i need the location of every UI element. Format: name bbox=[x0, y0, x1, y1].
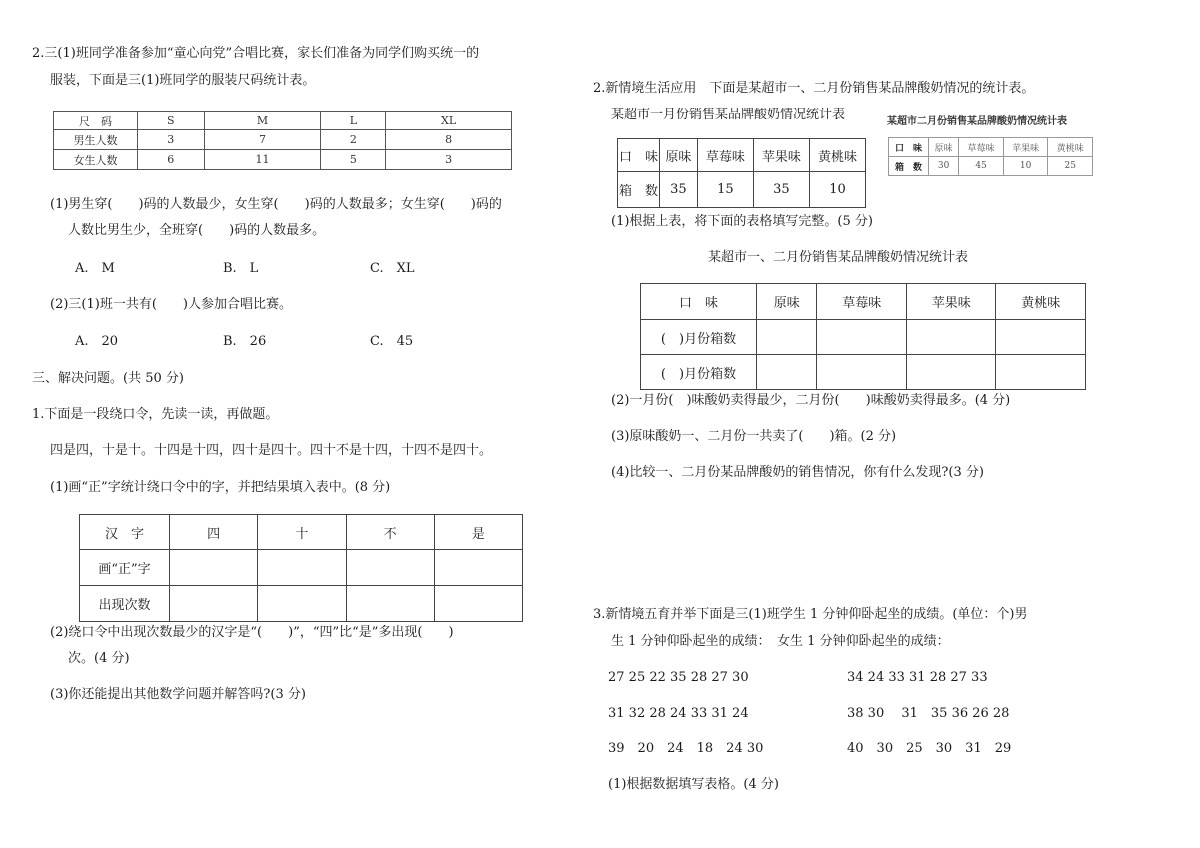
jan-table-caption: 某超市一月份销售某品牌酸奶情况统计表 bbox=[611, 108, 846, 121]
blank-cell[interactable] bbox=[906, 355, 996, 390]
blank-cell[interactable] bbox=[996, 355, 1086, 390]
q2-part2-option-b: B. 26 bbox=[223, 334, 267, 349]
table-row bbox=[54, 150, 512, 170]
blank-cell[interactable] bbox=[434, 586, 522, 622]
table-row bbox=[54, 130, 512, 150]
jan-header-cell: 苹果味 bbox=[753, 139, 809, 172]
q2-part2-option-a: A. 20 bbox=[75, 334, 119, 349]
feb-table-header bbox=[889, 138, 1093, 157]
row-label: 画“正”字 bbox=[80, 550, 170, 586]
boys-scores-row: 27 25 22 35 28 27 30 bbox=[608, 670, 749, 685]
boys-scores-row: 31 32 28 24 33 31 24 bbox=[608, 706, 749, 721]
blank-cell[interactable] bbox=[817, 320, 907, 355]
combined-table-caption: 某超市一、二月份销售某品牌酸奶情况统计表 bbox=[708, 250, 969, 265]
jan-header-cell: 黄桃味 bbox=[809, 139, 865, 172]
q3-part1: (1)根据数据填写表格。(4 分) bbox=[608, 777, 779, 792]
girls-scores-row: 40 30 25 30 31 29 bbox=[847, 741, 1012, 756]
table-cell: 6 bbox=[138, 150, 205, 170]
char-table-header-cell: 四 bbox=[170, 515, 258, 550]
right-q2-part3: (3)原味酸奶一、二月份一共卖了( )箱。(2 分) bbox=[611, 429, 897, 444]
section-heading: 三、解决问题。(共 50 分) bbox=[32, 371, 184, 386]
size-table-header-cell: L bbox=[321, 112, 386, 130]
table-cell: 35 bbox=[753, 172, 809, 208]
row-label: ( )月份箱数 bbox=[641, 355, 757, 390]
table-row bbox=[80, 550, 523, 586]
tongue-twister: 四是四，十是十。十四是十四，四十是四十。四十不是十四，十四不是四十。 bbox=[50, 443, 493, 458]
char-table-header-cell: 汉 字 bbox=[80, 515, 170, 550]
jan-header-cell: 原味 bbox=[660, 139, 698, 172]
table-cell: 11 bbox=[204, 150, 321, 170]
table-cell: 7 bbox=[204, 130, 321, 150]
size-table-header-cell: S bbox=[138, 112, 205, 130]
feb-header-cell: 苹果味 bbox=[1003, 138, 1048, 157]
table-cell: 10 bbox=[1003, 157, 1048, 176]
table-row bbox=[618, 172, 866, 208]
feb-header-cell: 口 味 bbox=[889, 138, 929, 157]
row-label: 女生人数 bbox=[54, 150, 138, 170]
table-row bbox=[80, 586, 523, 622]
blank-cell[interactable] bbox=[996, 320, 1086, 355]
table-cell: 3 bbox=[138, 130, 205, 150]
q2-intro-line1: 2.三(1)班同学准备参加“童心向党”合唱比赛，家长们准备为同学们购买统一的 bbox=[32, 46, 480, 61]
blank-cell[interactable] bbox=[346, 550, 434, 586]
row-label: 箱 数 bbox=[889, 157, 929, 176]
q2-part1-line2: 人数比男生少，全班穿( )码的人数最多。 bbox=[68, 223, 326, 238]
char-table-header bbox=[80, 515, 523, 550]
combined-header-cell: 原味 bbox=[757, 284, 817, 320]
blank-cell[interactable] bbox=[757, 320, 817, 355]
combined-header-cell: 苹果味 bbox=[906, 284, 996, 320]
girls-scores-row: 34 24 33 31 28 27 33 bbox=[847, 670, 988, 685]
q1-part2-line1: (2)绕口令中出现次数最少的汉字是“( )”，“四”比“是”多出现( ) bbox=[50, 625, 454, 640]
row-label: 男生人数 bbox=[54, 130, 138, 150]
right-q2-part4: (4)比较一、二月份某品牌酸奶的销售情况，你有什么发现?(3 分) bbox=[611, 465, 984, 480]
combined-sales-table bbox=[640, 283, 1086, 390]
table-cell: 10 bbox=[809, 172, 865, 208]
blank-cell[interactable] bbox=[906, 320, 996, 355]
q2-part2: (2)三(1)班一共有( )人参加合唱比赛。 bbox=[50, 297, 292, 312]
q2-intro-line2: 服装，下面是三(1)班同学的服装尺码统计表。 bbox=[50, 73, 316, 88]
right-q2-title: 2.新情境生活应用 下面是某超市一、二月份销售某品牌酸奶情况的统计表。 bbox=[593, 81, 1035, 96]
table-cell: 30 bbox=[929, 157, 959, 176]
size-table-header-cell: XL bbox=[386, 112, 512, 130]
blank-cell[interactable] bbox=[258, 550, 346, 586]
q2-part1-option-c: C. XL bbox=[370, 261, 415, 276]
blank-cell[interactable] bbox=[346, 586, 434, 622]
right-q2-part2: (2)一月份( )味酸奶卖得最少，二月份( )味酸奶卖得最多。(4 分) bbox=[611, 393, 1011, 408]
q1-intro: 1.下面是一段绕口令，先读一读，再做题。 bbox=[32, 407, 279, 422]
blank-cell[interactable] bbox=[170, 586, 258, 622]
char-table-header-cell: 十 bbox=[258, 515, 346, 550]
size-table bbox=[53, 111, 512, 170]
q2-part1-option-b: B. L bbox=[223, 261, 259, 276]
jan-sales-table bbox=[617, 138, 866, 208]
row-label: 箱 数 bbox=[618, 172, 660, 208]
size-table-header bbox=[54, 112, 512, 130]
char-table-header-cell: 不 bbox=[346, 515, 434, 550]
char-count-table bbox=[79, 514, 523, 622]
table-row bbox=[641, 355, 1086, 390]
q3-intro-line2: 生 1 分钟仰卧起坐的成绩： 女生 1 分钟仰卧起坐的成绩： bbox=[611, 634, 950, 649]
boys-scores-row: 39 20 24 18 24 30 bbox=[608, 741, 764, 756]
table-cell: 35 bbox=[660, 172, 698, 208]
table-cell: 8 bbox=[386, 130, 512, 150]
char-table-header-cell: 是 bbox=[434, 515, 522, 550]
blank-cell[interactable] bbox=[434, 550, 522, 586]
combined-header-cell: 黄桃味 bbox=[996, 284, 1086, 320]
q2-part1-option-a: A. M bbox=[75, 261, 115, 276]
table-cell: 5 bbox=[321, 150, 386, 170]
q1-part1: (1)画“正”字统计绕口令中的字，并把结果填入表中。(8 分) bbox=[50, 480, 391, 495]
feb-sales-table bbox=[888, 137, 1093, 176]
feb-header-cell: 草莓味 bbox=[959, 138, 1004, 157]
blank-cell[interactable] bbox=[757, 355, 817, 390]
table-cell: 2 bbox=[321, 130, 386, 150]
feb-header-cell: 黄桃味 bbox=[1048, 138, 1093, 157]
q2-part1-line1: (1)男生穿( )码的人数最少，女生穿( )码的人数最多；女生穿( )码的 bbox=[50, 197, 502, 212]
feb-header-cell: 原味 bbox=[929, 138, 959, 157]
row-label: ( )月份箱数 bbox=[641, 320, 757, 355]
q2-part2-option-c: C. 45 bbox=[370, 334, 414, 349]
q3-intro-line1: 3.新情境五育并举下面是三(1)班学生 1 分钟仰卧起坐的成绩。(单位：个)男 bbox=[593, 607, 1028, 622]
table-cell: 25 bbox=[1048, 157, 1093, 176]
table-cell: 45 bbox=[959, 157, 1004, 176]
table-cell: 15 bbox=[697, 172, 753, 208]
blank-cell[interactable] bbox=[817, 355, 907, 390]
jan-table-header bbox=[618, 139, 866, 172]
size-table-header-cell: M bbox=[204, 112, 321, 130]
table-row bbox=[889, 157, 1093, 176]
combined-header-cell: 口 味 bbox=[641, 284, 757, 320]
feb-table-caption: 某超市二月份销售某品牌酸奶情况统计表 bbox=[887, 116, 1067, 127]
combined-table-header bbox=[641, 284, 1086, 320]
jan-header-cell: 草莓味 bbox=[697, 139, 753, 172]
size-table-header-cell: 尺 码 bbox=[54, 112, 138, 130]
blank-cell[interactable] bbox=[170, 550, 258, 586]
jan-header-cell: 口 味 bbox=[618, 139, 660, 172]
girls-scores-row: 38 30 31 35 36 26 28 bbox=[847, 706, 1010, 721]
row-label: 出现次数 bbox=[80, 586, 170, 622]
right-q2-part1: (1)根据上表，将下面的表格填写完整。(5 分) bbox=[611, 214, 873, 229]
table-row bbox=[641, 320, 1086, 355]
table-cell: 3 bbox=[386, 150, 512, 170]
combined-header-cell: 草莓味 bbox=[817, 284, 907, 320]
q1-part2-line2: 次。(4 分) bbox=[68, 651, 130, 666]
q1-part3: (3)你还能提出其他数学问题并解答吗?(3 分) bbox=[50, 687, 306, 702]
blank-cell[interactable] bbox=[258, 586, 346, 622]
